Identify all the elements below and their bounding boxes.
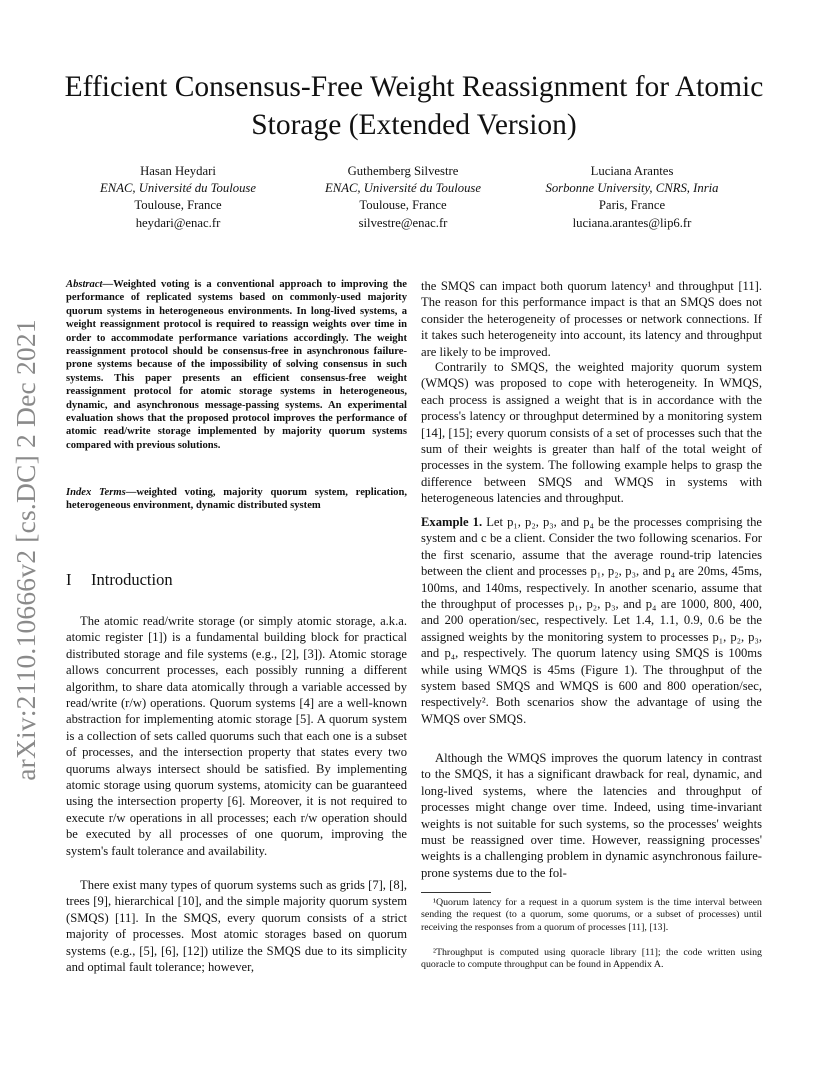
example-paragraph [421, 514, 762, 727]
footnote-1: ¹Quorum latency for a request in a quorum system is the time interval between sending the request (to a quorum, some quorums, or a subset of processes) until receiving the responses from a quorum of processes [11], [13]. [421, 897, 762, 933]
author-email[interactable]: heydari@enac.fr [135, 215, 221, 230]
abstract-label: Abstract [66, 279, 103, 290]
author-affiliation: ENAC, Université du Toulouse [99, 181, 256, 196]
author-2 [273, 163, 533, 232]
section-number: I [66, 570, 72, 589]
author-3 [502, 163, 762, 232]
paragraph: Although the WMQS improves the quorum latency in contrast to the SMQS, it has a significant drawback for real, dynamic, and long-lived systems, where the latencies and throughput of processes might change over time. Indeed, using time-invariant weights is not suitable for such systems, so the processes' weights must be reassigned over time. However, reassigning processes' weights is a challenging problem in dynamic asynchronous failure-prone systems due to the fol- [421, 751, 762, 880]
paragraph: Contrarily to SMQS, the weighted majority quorum system (WMQS) was proposed to cope with heterogeneity. In WMQS, each process is assigned a weight that is in accordance with the process's latency or throughput determined by a monitoring system [14], [15]; every quorum consists of a set of processes such that the sum of their weights is greater than half of the total weight of processes in the system. The following example helps to grasp the difference between SMQS and WMQS in systems with heterogeneous latencies and throughput. [421, 360, 762, 506]
index-terms [66, 486, 407, 513]
author-email[interactable]: luciana.arantes@lip6.fr [572, 215, 692, 230]
author-name: Hasan Heydari [140, 164, 216, 178]
abstract [66, 278, 407, 452]
author-name: Guthemberg Silvestre [347, 164, 459, 178]
author-name: Luciana Arantes [590, 164, 674, 178]
example-label: Example 1. [421, 515, 483, 529]
footnote-divider [421, 892, 491, 893]
section-title: Introduction [91, 570, 173, 589]
paragraph: There exist many types of quorum systems such as grids [7], [8], trees [9], hierarchical [10], and the simple majority quorum system (SMQS) [11]. In the SMQS, every quorum consists of a strict majority of processes. Most atomic storages based on quorum systems (e.g., [5], [6], [12]) utilize the SMQS due to its simplicity and optimal fault tolerance; however, [66, 878, 407, 975]
author-affiliation: ENAC, Université du Toulouse [324, 181, 481, 196]
footnote-2: ²Throughput is computed using quoracle library [11]; the code written using quoracle to compute throughput can be found in Appendix A. [421, 947, 762, 971]
paragraph: the SMQS can impact both quorum latency¹ and throughput [11]. The reason for this performance impact is that an SMQS does not consider the heterogeneity of processes or network connections. If it takes such heterogeneity into account, its latency and throughput are likely to be improved. [421, 279, 762, 359]
author-email[interactable]: silvestre@enac.fr [358, 215, 448, 230]
author-affiliation: Sorbonne University, CNRS, Inria [545, 181, 719, 196]
index-terms-label: Index Terms [66, 487, 126, 498]
abstract-text: —Weighted voting is a conventional approach to improving the performance of replicated systems based on commonly-used majority quorum systems in heterogeneous environments. In long-lived systems, a weight reassignment protocol is required to reassign weights over time in order to accommodate performance variations accordingly. The weight reassignment protocol should be consensus-free in asynchronous failure-prone systems because of the impossibility of solving consensus in such systems. This paper presents an efficient consensus-free weight reassignment protocol for atomic storage systems in heterogeneous, dynamic, and asynchronous message-passing systems. An experimental evaluation shows that the proposed protocol improves the performance of atomic read/write storage implemented by majority quorum systems compared with previous solutions. [66, 279, 407, 451]
author-location: Toulouse, France [134, 198, 222, 213]
author-location: Paris, France [598, 198, 666, 213]
section-heading [66, 570, 173, 590]
paper-title: Efficient Consensus-Free Weight Reassignment for Atomic Storage (Extended Version) [64, 71, 764, 141]
index-terms-text: —weighted voting, majority quorum system, replication, heterogeneous environment, dynamic distributed system [66, 487, 407, 512]
author-location: Toulouse, France [359, 198, 447, 213]
arxiv-stamp: arXiv:2110.10666v2 [cs.DC] 2 Dec 2021 [10, 319, 41, 781]
author-block [60, 163, 770, 243]
paragraph: The atomic read/write storage (or simply atomic storage, a.k.a. atomic register [1]) is a fundamental building block for practical distributed storage and file systems (e.g., [2], [3]). Atomic storage allows concurrent processes, each possibly running a different algorithm, to share data atomically through a variable accessed by read/write (r/w) operations. Quorum systems [4] are a well-known abstraction for implementing atomic storage [5]. A quorum system is a collection of sets called quorums such that each one is a subset of processes, and the intersection property that states every two quorums always intersect should be satisfied. By implementing atomic storage using quorum systems, atomicity can be guaranteed using the intersection property [6]. Moreover, it is not required to execute r/w operations in all processes; each r/w operation should be executed by all processes of one quorum, improving the system's fault tolerance and availability. [66, 614, 407, 858]
example-text: Let p₁, p₂, p₃, and p₄ be the processes comprising the system and c be a client. Consider the two following scenarios. For the first scenario, assume that the average round-trip latencies between the client and processes p₁, p₂, p₃, and p₄ are 20ms, 45ms, 100ms, and 140ms, respectively. In another scenario, assume that the throughput of processes p₁, p₂, p₃, and p₄ are 1000, 800, 400, and 200 operation/sec, respectively. Let 1.4, 1.1, 0.9, 0.6 be the assigned weights by the monitoring system to processes p₁, p₂, p₃, and p₄, respectively. The quorum latency using SMQS is 100ms while using WMQS is 45ms (Figure 1). The throughput of the system based SMQS and WMQS is 600 and 800 operation/sec, respectively². Both scenarios show the advantage of using the WMQS over SMQS. [421, 515, 762, 726]
author-1 [48, 163, 308, 232]
